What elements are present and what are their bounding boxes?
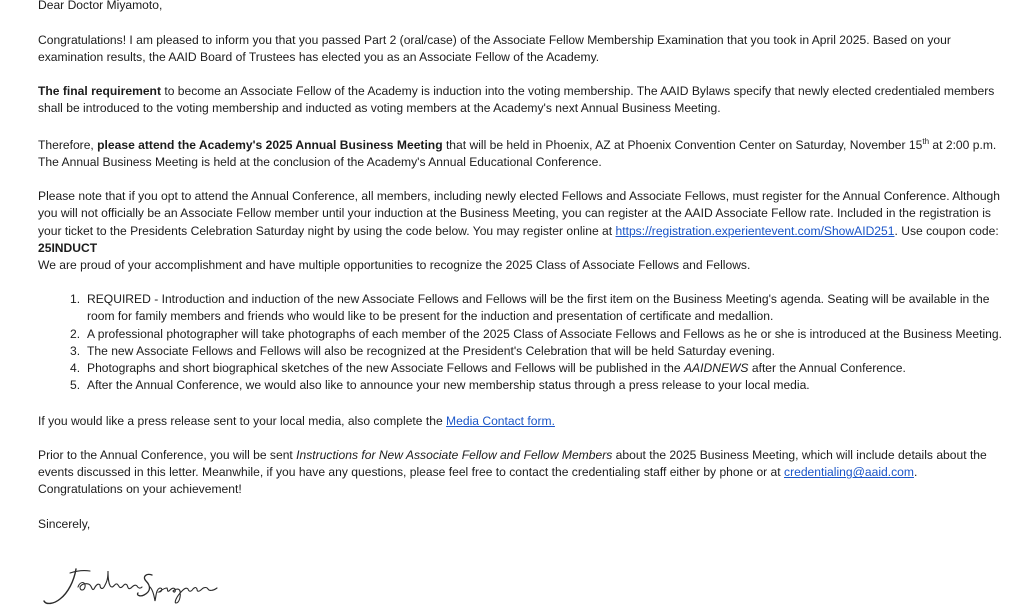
list-item-text: The new Associate Fellows and Fellows will also be recognized at the President's Celebration that will be held Saturday evening. — [87, 343, 775, 358]
list-number: 3. — [70, 343, 81, 358]
meeting-lead: Therefore, — [38, 138, 98, 152]
aaidnews-italic: AAIDNEWS — [683, 361, 749, 376]
registration-link[interactable]: https://registration.experientevent.com/ShowAID251 — [615, 223, 895, 238]
list-item-text: A professional photographer will take photographs of each member of the 2025 Class of Associate Fellows and Fellows as he or she is introduced at the Business Meeting. — [87, 326, 1002, 341]
signature — [40, 563, 240, 609]
credentialing-email-link[interactable]: credentialing@aaid.com — [784, 465, 914, 480]
registration-after-link: . Use coupon code: — [894, 223, 999, 238]
list-item-text: REQUIRED - Introduction and induction of the new Associate Fellows and Fellows will be the first item on the Business Meeting's agenda. Seating will be available in the room for family members and friends who would like to be present for the induction and presentation of certificate and medallion. — [87, 292, 990, 324]
congratulations-line: Congratulations on your achievement! — [38, 482, 242, 496]
list-item-text: Photographs and short biographical sketches of the new Associate Fellows and Fellows will be published in the — [87, 361, 684, 376]
recognition-list — [38, 291, 1016, 395]
list-item-text: After the Annual Conference, we would also like to announce your new membership status through a press release to your local media. — [87, 378, 810, 393]
instructions-lead: Prior to the Annual Conference, you will be sent — [38, 448, 297, 462]
final-requirement-text: to become an Associate Fellow of the Academy is induction into the voting membership. The AAID Bylaws specify that newly elected credentialed members shall be introduced to the voting membership and inducted as voting members at the Academy's next Annual Business Meeting. — [38, 84, 995, 116]
paragraph-proud: We are proud of your accomplishment and have multiple opportunities to recognize the 2025 Class of Associate Fellows and Fellows. — [38, 258, 751, 272]
meeting-text: that will be held in Phoenix, AZ at Phoenix Convention Center on Saturday, November 15 — [442, 138, 923, 152]
list-item — [38, 326, 1016, 343]
coupon-code: 25INDUCT — [38, 240, 98, 255]
list-item — [38, 377, 1016, 394]
media-contact-form-link[interactable]: Media Contact form. — [446, 414, 555, 428]
list-item — [38, 343, 1016, 360]
paragraph-final-requirement — [38, 83, 1016, 118]
paragraph-business-meeting — [38, 137, 1016, 172]
greeting: Dear Doctor Miyamoto, — [38, 0, 163, 12]
list-item — [38, 360, 1016, 377]
instructions-tail: . — [913, 465, 918, 480]
final-requirement-bold: The final requirement — [38, 84, 161, 98]
list-item — [38, 291, 1016, 326]
list-number: 1. — [70, 292, 81, 306]
list-item-text: after the Annual Conference. — [748, 361, 906, 376]
paragraph-press-release — [38, 413, 1016, 430]
press-release-text: If you would like a press release sent to your local media, also complete the — [38, 414, 447, 428]
meeting-bold: please attend the Academy's 2025 Annual Business Meeting — [97, 138, 443, 152]
paragraph-registration — [38, 188, 1016, 257]
instructions-title: Instructions for New Associate Fellow and Fellow Members — [296, 448, 613, 462]
paragraph-exam-result: Congratulations! I am pleased to inform you that you passed Part 2 (oral/case) of the Associate Fellow Membership Examination that you took in April 2025. Based on your examination results, the AAID Board of Trustees has elected you as an Associate Fellow of the Academy. — [38, 33, 951, 65]
paragraph-instructions — [38, 447, 1016, 482]
list-number: 5. — [70, 378, 81, 393]
closing: Sincerely, — [38, 517, 91, 531]
list-number: 4. — [70, 361, 81, 376]
list-number: 2. — [70, 326, 81, 341]
registration-text: Please note that if you opt to attend the Annual Conference, all members, including newly elected Fellows and Associate Fellows, must register for the Annual Conference. Although you will not officially be an Associate Fellow member until your induction at the Business Meeting, you can register at the AAID Associate Fellow rate. Included in the registration is your ticket to the Presidents Celebration Saturday night by using the code below. You may register online at — [38, 189, 1001, 238]
meeting-tail: at 2:00 p.m. The Annual Business Meeting is held at the conclusion of the Academy's Annual Educational Conference. — [38, 138, 997, 170]
instructions-text: about the 2025 Business Meeting, which will include details about the events discussed in this letter. Meanwhile, if you have any questions, please feel free to contact the credentialing staff either by phone or at — [38, 448, 987, 480]
date-superscript: th — [922, 136, 930, 146]
